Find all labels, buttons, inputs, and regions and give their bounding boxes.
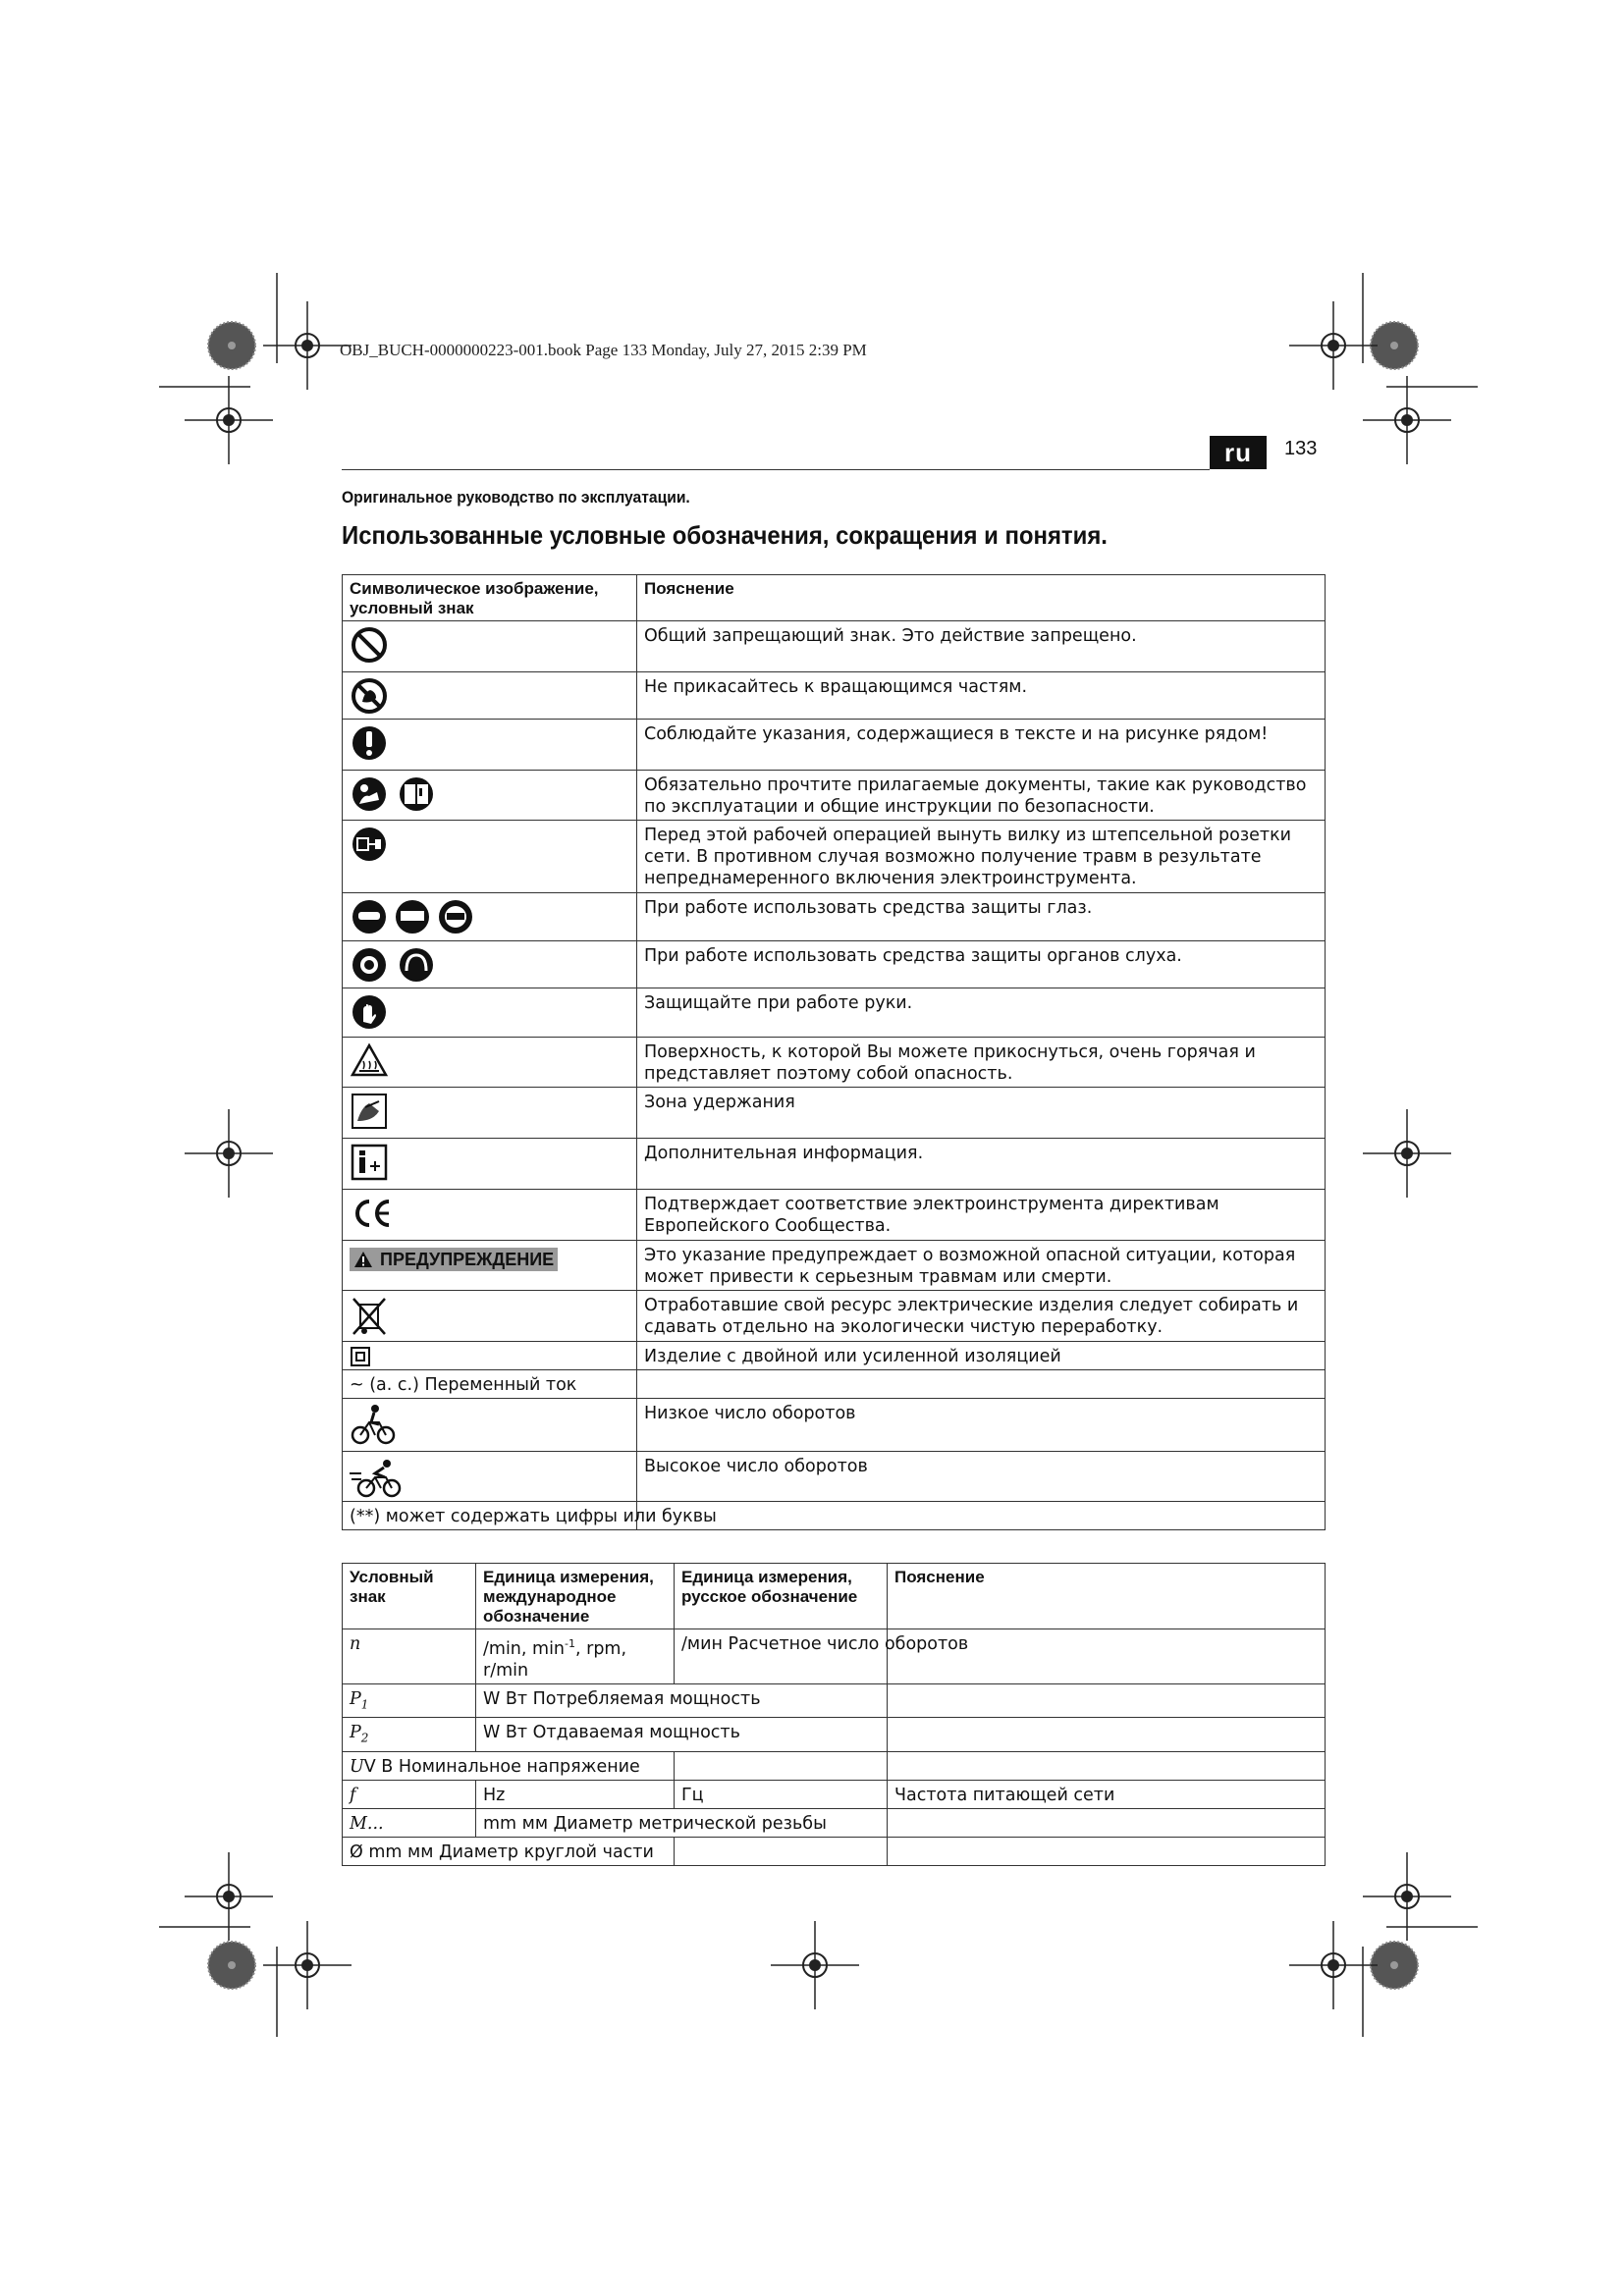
table-row [343,988,1326,1038]
ce-mark-icon [350,1194,395,1233]
table-row [343,1038,1326,1088]
row-text: Соблюдайте указания, содержащиеся в тексте и на рисунке рядом! [637,720,1326,771]
table-row [343,1683,1326,1718]
page-number: 133 [1284,438,1318,459]
table-row [343,1751,1326,1780]
language-badge: ru [1210,436,1267,469]
column-header-explanation: Пояснение [888,1564,1326,1629]
table-row [343,1190,1326,1241]
row-text: Не прикасайтесь к вращающимся частям. [637,672,1326,720]
table-row [343,1629,1326,1684]
row-text: W Вт Отдаваемая мощность [483,1723,740,1743]
row-text: mm мм Диаметр метрической резьбы [483,1813,827,1834]
table-header-row [343,1564,1326,1629]
row-text: Изделие с двойной или усиленной изоляцией [637,1342,1326,1370]
column-header-symbol: Символическое изображение, условный знак [343,575,637,621]
row-text: Обязательно прочтите прилагаемые документы, такие как руководство по эксплуатации и общие инструкции по безопасности. [637,771,1326,821]
table-row [343,1808,1326,1837]
table-row [343,1837,1326,1865]
row-text: Частота питающей сети [888,1780,1326,1808]
row-text: Защищайте при работе руки. [637,988,1326,1038]
table-row [343,1399,1326,1452]
unplug-icon [350,825,389,864]
row-text: V В Номинальное напряжение [363,1756,640,1777]
row-text: Это указание предупреждает о возможной опасной ситуации, которая может привести к серьезным травмам или смерти. [637,1241,1326,1291]
table-row [343,1718,1326,1752]
table-header-row [343,575,1326,621]
footnote: (**) может содержать цифры или буквы [350,1507,717,1526]
row-text: Ø mm мм Диаметр круглой части [350,1842,654,1862]
table-row [343,672,1326,720]
intl-unit-a: /min, min [483,1638,566,1659]
exclamation-icon [350,723,389,763]
table-row [343,893,1326,941]
ru-unit: Гц [675,1780,888,1808]
unit-symbol: f [350,1785,356,1805]
row-text: Высокое число оборотов [637,1452,1326,1502]
table-row [343,821,1326,893]
unit-symbol-sub: 2 [360,1731,369,1745]
intl-unit-sup: -1 [565,1637,575,1650]
row-text: /мин Расчетное число оборотов [681,1634,969,1654]
row-text: Зона удержания [637,1088,1326,1139]
hot-surface-icon [350,1041,389,1081]
table-row [343,941,1326,988]
grip-zone-icon [350,1092,389,1131]
unit-symbol: n [350,1634,361,1654]
warning-triangle-icon [353,1251,373,1268]
units-table [342,1563,1326,1866]
table-footnote-row [343,1502,1326,1530]
print-header: OBJ_BUCH-0000000223-001.book Page 133 Monday, July 27, 2015 2:39 PM [340,341,867,359]
eye-protection-icon [350,897,483,936]
read-manual-icon [350,774,440,814]
row-text: Общий запрещающий знак. Это действие запрещено. [637,621,1326,672]
row-text: Поверхность, к которой Вы можете прикоснуться, очень горячая и представляет поэтому собой опасность. [637,1038,1326,1088]
column-header-ru-unit: Единица измерения, русское обозначение [675,1564,888,1629]
symbols-table [342,574,1326,1530]
column-header-explanation: Пояснение [637,575,1326,621]
row-text: Низкое число оборотов [637,1399,1326,1452]
warning-label [350,1248,558,1271]
ear-protection-icon [350,945,440,985]
table-row [343,1088,1326,1139]
column-header-symbol: Условный знак [343,1564,476,1629]
unit-symbol: U [350,1756,364,1777]
no-touch-rotating-icon [350,676,389,716]
row-text: Отработавшие свой ресурс электрические изделия следует собирать и сдавать отдельно на экологически чистую переработку. [637,1291,1326,1342]
weee-bin-icon [350,1295,389,1336]
table-row [343,1780,1326,1808]
unit-symbol: P [350,1723,361,1743]
column-header-intl-unit: Единица измерения, международное обозначение [476,1564,675,1629]
table-row [343,771,1326,821]
bicycle-slow-icon [350,1403,397,1446]
manual-subtitle: Оригинальное руководство по эксплуатации. [342,488,690,507]
table-row [343,1452,1326,1502]
table-row [343,1291,1326,1342]
intl-unit: Hz [476,1780,675,1808]
double-insulation-icon [350,1346,371,1367]
info-icon [350,1143,389,1182]
glove-icon [350,992,389,1032]
table-row [343,720,1326,771]
row-text: W Вт Потребляемая мощность [483,1688,761,1709]
table-row [343,1139,1326,1190]
table-row [343,1370,1326,1399]
prohibition-icon [350,625,389,665]
row-text [637,1370,1326,1399]
row-text: При работе использовать средства защиты глаз. [637,893,1326,941]
unit-symbol: P [350,1688,361,1709]
header-rule [342,469,1210,470]
row-text: Дополнительная информация. [637,1139,1326,1190]
warning-label-text: ПРЕДУПРЕЖДЕНИЕ [380,1250,555,1269]
table-row [343,1241,1326,1291]
intl-unit-b: , rpm, r/min [483,1638,627,1681]
unit-symbol-sub: 1 [360,1697,369,1712]
row-text: Перед этой рабочей операцией вынуть вилку из штепсельной розетки сети. В противном случая возможно получение травм в результате непреднамеренного включения электроинструмента. [637,821,1326,893]
unit-symbol: M... [350,1813,384,1834]
row-text: Подтверждает соответствие электроинструмента директивам Европейского Сообщества. [637,1190,1326,1241]
page-title: Использованные условные обозначения, сокращения и понятия. [342,520,1108,550]
row-text: При работе использовать средства защиты органов слуха. [637,941,1326,988]
table-row [343,1342,1326,1370]
alternating-current-label: ~ (a. c.) Переменный ток [343,1370,637,1399]
table-row [343,621,1326,672]
bicycle-fast-icon [350,1456,403,1499]
